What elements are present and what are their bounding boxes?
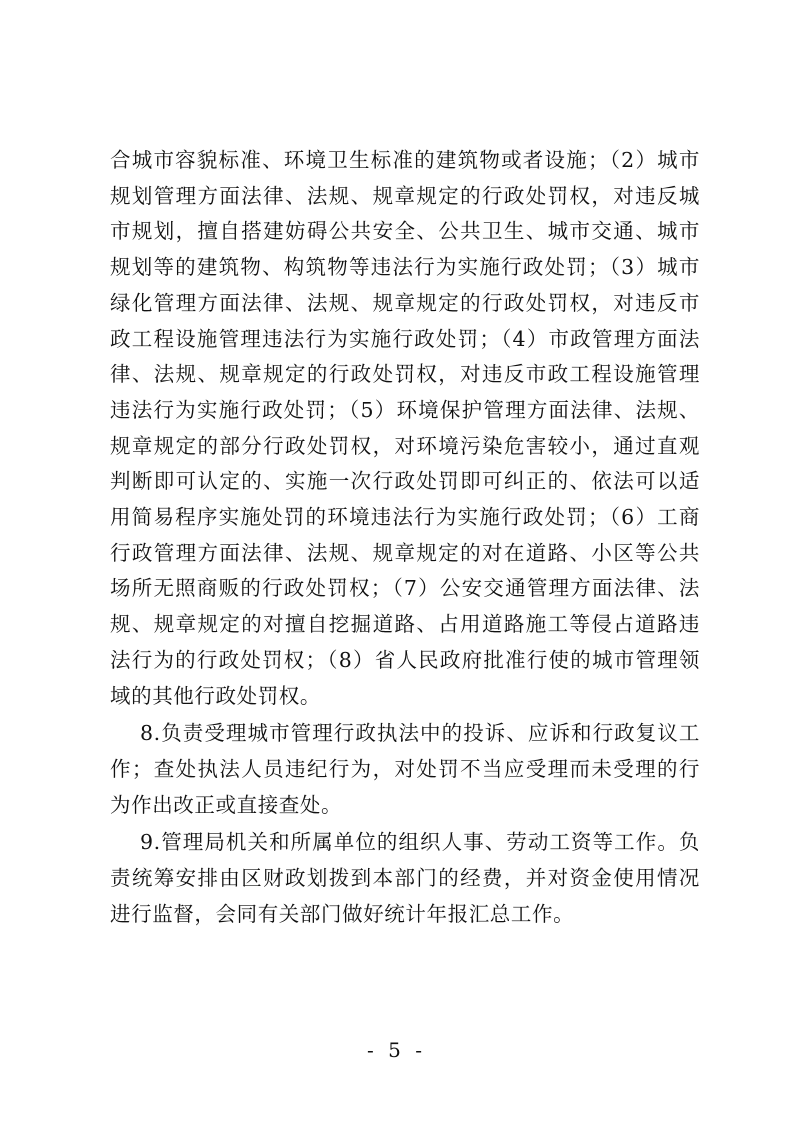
page-number: - 5 - [367, 1038, 426, 1062]
paragraph-item-7-continued: 合城市容貌标准、环境卫生标准的建筑物或者设施；（2）城市规划管理方面法律、法规、规章规定的行政处罚权，对违反城市规划，擅自搭建妨碍公共安全、公共卫生、城市交通、城市规划等的建筑物、构筑物等违法行为实施行政处罚；（3）城市绿化管理方面法律、法规、规章规定的行政处罚权，对违反市政工程设施管理违法行为实施行政处罚；（4）市政管理方面法律、法规、规章规定的行政处罚权，对违反市政工程设施管理违法行为实施行政处罚；（5）环境保护管理方面法律、法规、规章规定的部分行政处罚权，对环境污染危害较小，通过直观判断即可认定的、实施一次行政处罚即可纠正的、依法可以适用简易程序实施处罚的环境违法行为实施行政处罚；（6）工商行政管理方面法律、法规、规章规定的对在道路、小区等公共场所无照商贩的行政处罚权；（7）公安交通管理方面法律、法规、规章规定的对擅自挖掘道路、占用道路施工等侵占道路违法行为的行政处罚权；（8）省人民政府批准行使的城市管理领域的其他行政处罚权。 [110, 148, 700, 708]
paragraph-item-8: 8.负责受理城市管理行政执法中的投诉、应诉和行政复议工作；查处执法人员违纪行为，对处罚不当应受理而未受理的行为作出改正或直接查处。 [110, 721, 700, 817]
document-body [110, 143, 700, 932]
paragraph-item-9: 9.管理局机关和所属单位的组织人事、劳动工资等工作。负责统筹安排由区财政划拨到本部门的经费，并对资金使用情况进行监督，会同有关部门做好统计年报汇总工作。 [110, 830, 700, 926]
